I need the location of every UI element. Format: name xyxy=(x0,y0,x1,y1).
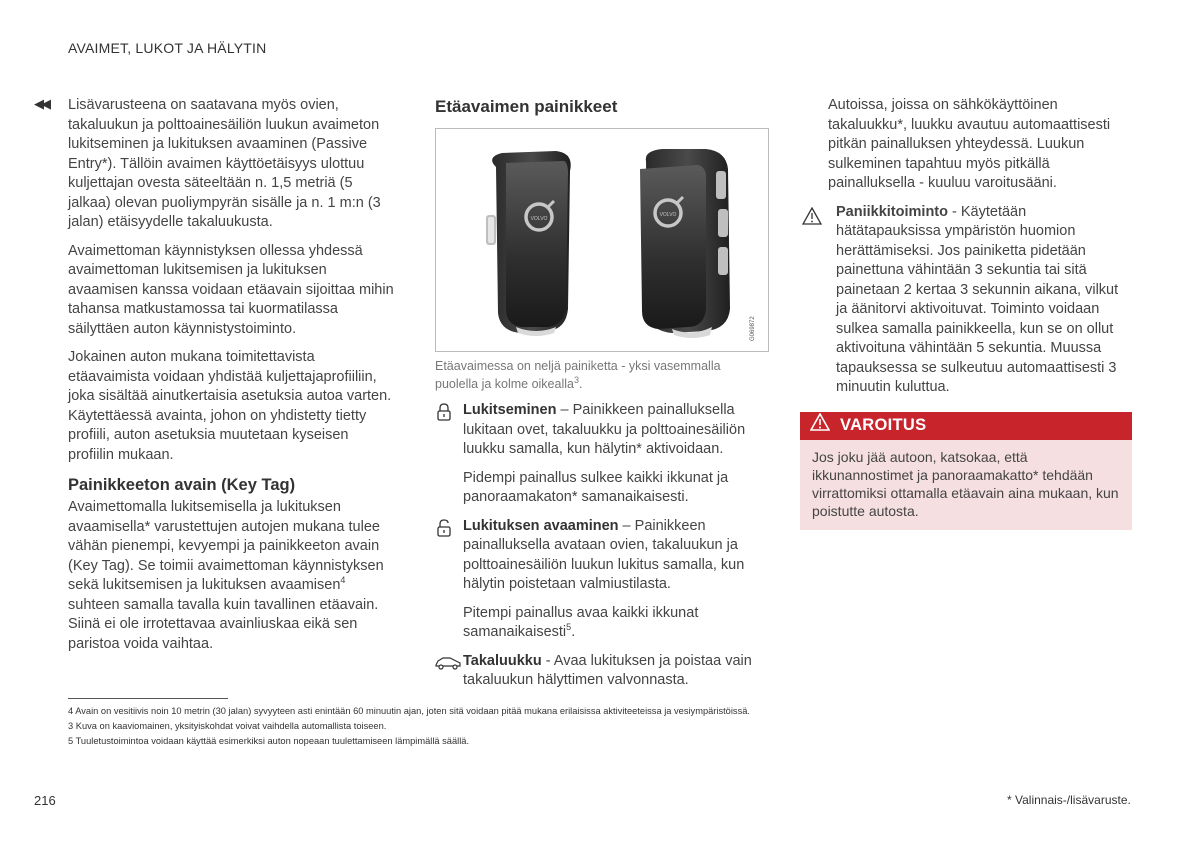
item-title-unlock: Lukituksen avaaminen xyxy=(463,517,619,534)
column-middle xyxy=(435,96,767,700)
list-item-panic: Paniikkitoiminto - Käytetään hätätapauksissa ympäristön huomion herättämiseksi. Jos painiketta pidetään painettuna vähintään 3 sekuntia tai sitä painetaan 2 kertaa 3 sekunnin aikana, vilkut ja äänitorvi aktivoituvat. Toiminto voidaan sulkea samalla painikkeella, kun se on ollut aktivoituna vähintään 5 sekuntia. Muussa tapauksessa se sulkeutuu automaattisesti 3 minuutin kuluttua. xyxy=(800,203,1132,398)
footnote-item: 5 Tuuletustoimintoa voidaan käyttää esimerkiksi auton nopeaan tuulettamiseen lämpimällä säällä. xyxy=(68,736,470,746)
volvo-logo-left: VOLVO xyxy=(530,216,548,222)
paragraph-driver-profile: Jokainen auton mukana toimitettavista etäavaimista voidaan yhdistää kuljettajaprofiiliin, joka sisältää ainutkertaisia asetuksia autoa varten. Käytettäessä avainta, johon on yhdistetty tietty profiili, auton asetuksia muutetaan kyseisen profiilin mukaan. xyxy=(68,349,392,463)
warning-label: VAROITUS xyxy=(840,415,927,434)
continued-from-previous-page-icon: ◀◀ xyxy=(34,96,48,111)
page-number: 216 xyxy=(34,793,56,808)
key-right xyxy=(640,149,730,338)
item-sub-unlock: Pitempi painallus avaa kaikki ikkunat samanaikaisesti$^5$. xyxy=(463,604,699,640)
list-item-unlock: Lukituksen avaaminen – Painikkeen painalluksella avataan ovien, takaluukun ja polttoainesäiliön luukun lukitus samalla, kun hälytin poistetaan valmiustilasta. xyxy=(435,517,767,595)
footnotes xyxy=(68,704,750,749)
warning-header xyxy=(800,412,1132,440)
key-left xyxy=(486,151,571,336)
item-title-tailgate: Takaluukku xyxy=(463,652,542,669)
footnote-divider xyxy=(68,698,228,699)
paragraph-keyless-start: Avaimettoman käynnistyksen ollessa yhdessä avaimettoman lukitsemisen ja lukituksen avaamisen kanssa voidaan etäavain sijoittaa mihin tahansa matkustamossa tai kuormatilassa säilyttäen auton käynnistystoiminto. xyxy=(68,242,394,337)
warning-triangle-icon xyxy=(802,207,822,232)
warning-box xyxy=(800,412,1132,530)
optional-equipment-note: * Valinnais-/lisävaruste. xyxy=(1007,793,1131,807)
heading-key-tag: Painikkeeton avain (Key Tag) xyxy=(68,476,296,494)
warning-text: Jos joku jää autoon, katsokaa, että ikkunannostimet ja panoraamakatto* tehdään virrattomiksi ottamalla etäavain aina mukaan, kun poistutte autosta. xyxy=(800,440,1132,530)
paragraph-power-tailgate: Autoissa, joissa on sähkökäyttöinen takaluukku*, luukku avautuu automaattisesti pitkän painalluksen yhteydessä. Luukun sulkeminen tapahtuu myös pitkällä painalluksella - kuuluu varoitusääni. xyxy=(828,97,1111,191)
list-item-tailgate: Takaluukku - Avaa lukituksen ja poistaa vain takaluukun hälyttimen valvonnasta. xyxy=(435,652,767,691)
heading-remote-buttons: Etäavaimen painikkeet xyxy=(435,97,618,116)
lock-closed-icon xyxy=(435,402,457,422)
footnote-item: 4 Avain on vesitiivis noin 10 metrin (30 jalan) syvyyteen asti enintään 60 minuutin ajan, joten sitä voidaan pitää mukana erilaisissa aktiviteeteissa ja vesiympäristöissä. xyxy=(68,706,750,716)
item-sub-lock: Pidempi painallus sulkee kaikki ikkunat ja panoraamakaton* samanaikaisesti. xyxy=(463,469,729,505)
section-title: AVAIMET, LUKOT JA HÄLYTIN xyxy=(68,40,267,56)
figure-caption: Etäavaimessa on neljä painiketta - yksi vasemmalla puolella ja kolme oikealla$^3$. xyxy=(435,359,721,391)
car-tailgate-icon xyxy=(435,656,457,676)
paragraph-key-tag: Avaimettomalla lukitsemisella ja lukituksen avaamisella* varustettujen autojen mukana tulee vähän pienempi, kevyempi ja painikkeeton avain (Key Tag). Se toimii avaimettoman käynnistyksen sekä lukitsemisen ja lukituksen avaamisen$^4$ suhteen samalla tavalla kuin tavallinen etäavain. Siinä ei ole irrotettavaa avainliuskaa eikä sen paristoa voida vaihtaa. xyxy=(68,499,384,652)
column-right xyxy=(800,96,1132,530)
figure-code: G069872 xyxy=(750,316,756,341)
item-title-panic: Paniikkitoiminto xyxy=(836,203,948,220)
remote-key-illustration xyxy=(435,128,769,352)
warning-icon xyxy=(810,413,830,438)
column-left xyxy=(68,96,396,663)
footnote-item: 3 Kuva on kaaviomainen, yksityiskohdat voivat vaihdella automallista toiseen. xyxy=(68,721,387,731)
list-item-lock: Lukitseminen – Painikkeen painalluksella lukitaan ovet, takaluukku ja polttoainesäiliön luukku samalla, kun hälytin* aktivoidaan. xyxy=(435,401,767,460)
volvo-logo-right: VOLVO xyxy=(659,212,677,218)
lock-open-icon xyxy=(435,518,457,538)
item-title-lock: Lukitseminen xyxy=(463,402,557,418)
footnote-ref: 4 xyxy=(340,575,346,586)
remote-key-image xyxy=(436,129,768,351)
paragraph-passive-entry: Lisävarusteena on saatavana myös ovien, takaluukun ja polttoainesäiliön luukun avaimeton lukitseminen ja lukituksen avaaminen (Passive Entry*). Tällöin avaimen käyttöetäisyys ulottuu kuljettajan ovesta säteeltään n. 1,5 metriä (5 jalkaa) olevan puoliympyrän sisälle ja n. 1 m:n (3 jalan) etäisyydelle takaluukusta. xyxy=(68,97,381,230)
